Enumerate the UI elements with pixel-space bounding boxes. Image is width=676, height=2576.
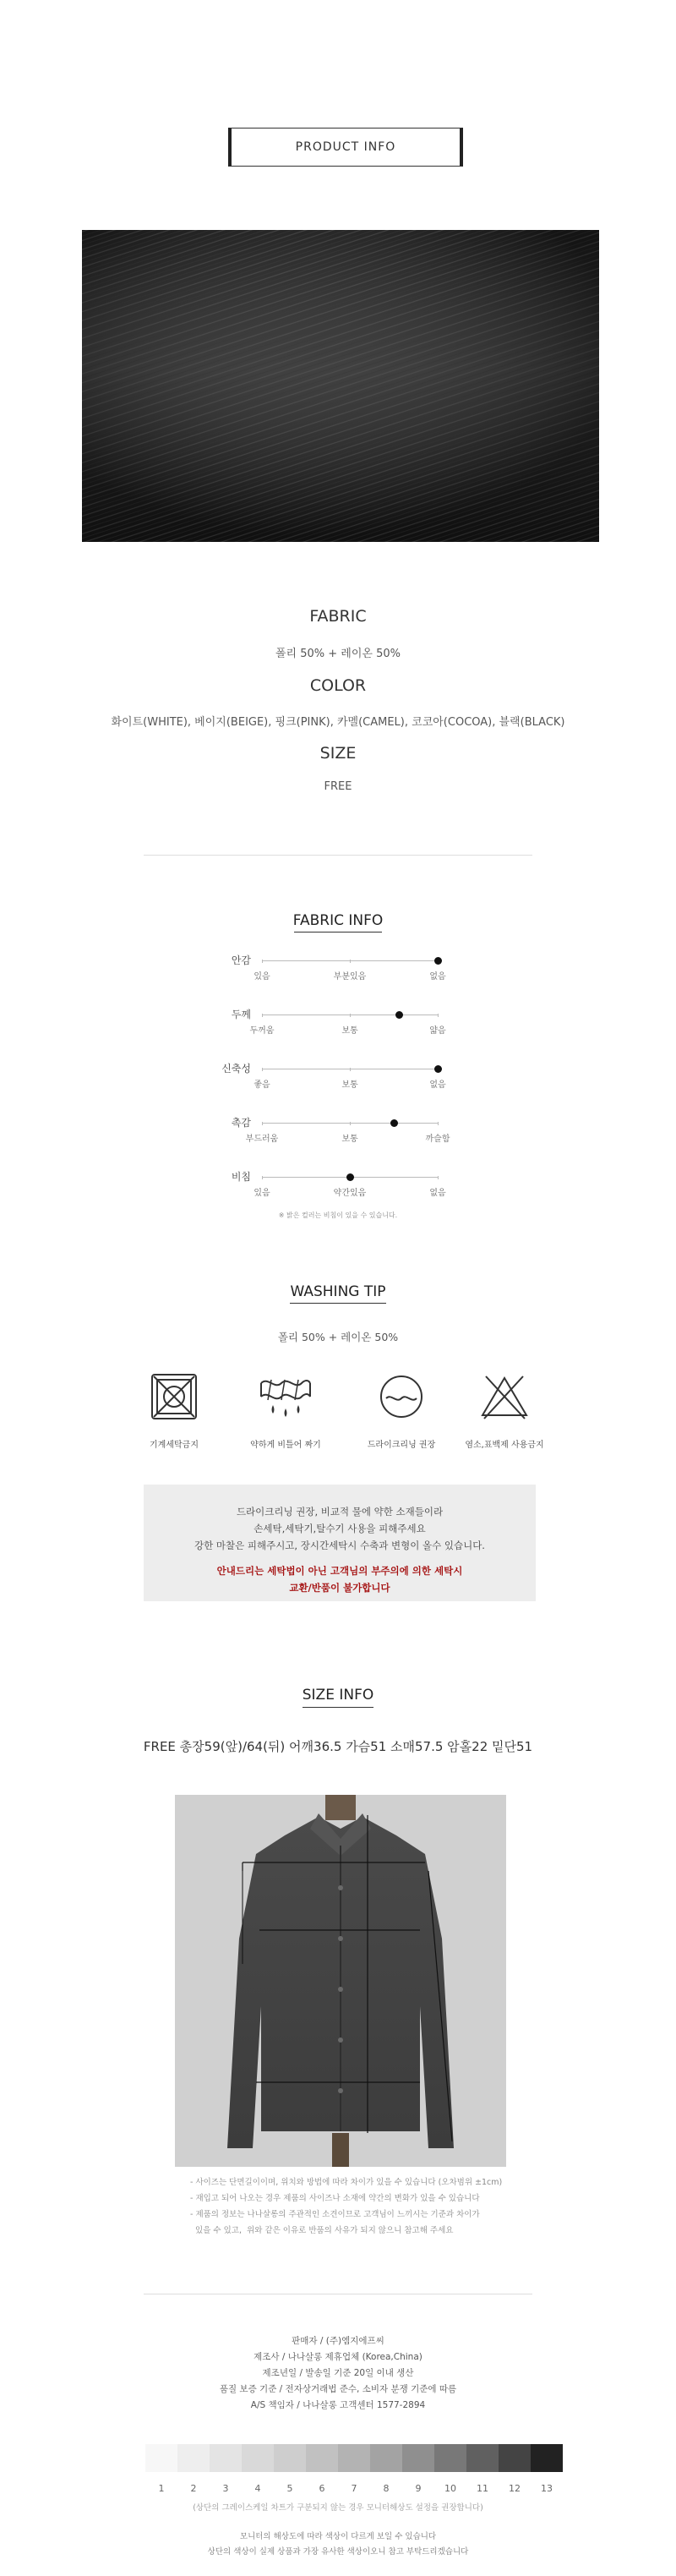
maker-line: 품질 보증 기준 / 전자상거래법 준수, 소비자 분쟁 기준에 따름 [219, 2384, 457, 2394]
footer-line: 상단의 색상이 실제 상품과 가장 유사한 색상이오니 참고 부탁드리겠습니다 [207, 2547, 469, 2557]
fabric-info-option: 부드러움 [245, 1135, 279, 1144]
grayscale-number: 1 [158, 2483, 165, 2494]
fabric-info-title: FABRIC INFO [292, 912, 384, 929]
grayscale-swatch [177, 2444, 210, 2472]
title-underline [303, 1707, 373, 1708]
grayscale-number: 3 [222, 2483, 229, 2494]
fabric-info-option: 까슬함 [425, 1135, 450, 1144]
washing-notice-box [144, 1485, 536, 1601]
scale-tick [350, 1014, 351, 1017]
fabric-info-marker [395, 1011, 403, 1019]
size-note: - 제품의 정보는 나나살롱의 주관적인 소견이므로 고객님이 느끼시는 기준과 차이가 [190, 2210, 480, 2219]
size-note: 있을 수 있고, 위와 같은 이유로 반품의 사유가 되지 않으니 참고해 주세요 [190, 2226, 454, 2235]
fabric-info-option: 보통 [341, 1135, 358, 1144]
fabric-value: 폴리 50% + 레이온 50% [275, 648, 401, 660]
grayscale-swatch [274, 2444, 306, 2472]
grayscale-swatch [338, 2444, 370, 2472]
fabric-info-footnote: ※ 밝은 컬러는 비침이 있을 수 있습니다. [278, 1211, 398, 1219]
grayscale-swatch [145, 2444, 177, 2472]
scale-tick [262, 1176, 263, 1179]
color-title: COLOR [309, 676, 367, 695]
grayscale-swatch [370, 2444, 402, 2472]
wash-label: 염소,표백제 사용금지 [465, 1441, 544, 1450]
size-info-title: SIZE INFO [302, 1687, 374, 1704]
fabric-info-label: 촉감 [231, 1117, 251, 1129]
fabric-info-option: 없음 [429, 1080, 446, 1090]
grayscale-number: 10 [444, 2483, 456, 2494]
scale-tick [262, 1068, 263, 1071]
grayscale-number: 2 [190, 2483, 197, 2494]
size-value: FREE [324, 780, 352, 793]
product-info-header [228, 128, 463, 167]
fabric-info-option: 있음 [254, 972, 270, 982]
fabric-info-scale [262, 960, 438, 961]
fabric-info-option: 보통 [341, 1080, 358, 1090]
size-note: - 사이즈는 단면길이이며, 위치와 방법에 따라 차이가 있을 수 있습니다 (오차범위 ±1cm) [190, 2178, 503, 2187]
shirt-measurement-image [175, 1795, 506, 2167]
notice-warning-line: 교환/반품이 불가합니다 [289, 1582, 390, 1594]
scale-tick [350, 1068, 351, 1071]
grayscale-number: 12 [509, 2483, 521, 2494]
scale-tick [438, 1014, 439, 1017]
grayscale-number: 6 [319, 2483, 325, 2494]
grayscale-number: 5 [286, 2483, 293, 2494]
dry-clean-icon [376, 1371, 427, 1422]
product-info-label: PRODUCT INFO [295, 140, 396, 154]
fabric-info-marker [434, 957, 442, 965]
notice-line: 강한 마찰은 피해주시고, 장시간세탁시 수축과 변형이 올수 있습니다. [194, 1540, 485, 1551]
footer-line: 모니터의 해상도에 따라 색상이 다르게 보일 수 있습니다 [239, 2532, 437, 2541]
fabric-info-option: 보통 [341, 1026, 358, 1036]
scale-tick [438, 1122, 439, 1125]
fabric-info-marker [346, 1173, 354, 1181]
grayscale-swatch [434, 2444, 466, 2472]
grayscale-swatch [402, 2444, 434, 2472]
fabric-info-marker [434, 1065, 442, 1073]
divider [144, 855, 532, 856]
wash-label: 드라이크리닝 권장 [367, 1441, 436, 1450]
scale-tick [350, 1122, 351, 1125]
maker-line: 제조사 / 나나살롱 제휴업체 (Korea,China) [254, 2352, 422, 2362]
fabric-info-option: 없음 [429, 1189, 446, 1198]
notice-line: 손세탁,세탁기,탈수기 사용을 피해주세요 [254, 1523, 426, 1534]
washing-fabric-value: 폴리 50% + 레이온 50% [277, 1331, 399, 1343]
size-note: - 재입고 되어 나오는 경우 제품의 사이즈나 소재에 약간의 변화가 있을 수 있습니다 [190, 2194, 480, 2203]
grayscale-number: 13 [541, 2483, 553, 2494]
title-underline [290, 1303, 386, 1304]
size-title: SIZE [319, 744, 357, 763]
size-measurements: FREE 총장59(앞)/64(뒤) 어깨36.5 가슴51 소매57.5 암홀22 밑단51 [143, 1739, 533, 1754]
notice-line: 드라이크리닝 권장, 비교적 물에 약한 소재들이라 [236, 1506, 444, 1518]
color-value: 화이트(WHITE), 베이지(BEIGE), 핑크(PINK), 카멜(CAMEL), 코코아(COCOA), 블랙(BLACK) [111, 716, 565, 729]
title-underline [294, 932, 382, 933]
grayscale-number: 11 [477, 2483, 488, 2494]
washing-tip-title: WASHING TIP [290, 1283, 386, 1300]
grayscale-swatch [499, 2444, 531, 2472]
scale-tick [262, 1122, 263, 1125]
no-machine-wash-icon [149, 1371, 199, 1422]
maker-line: 제조년일 / 발송일 기준 20일 이내 생산 [262, 2368, 414, 2378]
wash-label: 기계세탁금지 [150, 1441, 199, 1450]
grayscale-swatch [210, 2444, 242, 2472]
grayscale-caption: (상단의 그레이스케일 차트가 구분되지 않는 경우 모니터해상도 설정을 권장합니다) [193, 2503, 483, 2513]
maker-line: 판매자 / (주)엠지에프씨 [292, 2336, 384, 2346]
fabric-title: FABRIC [309, 607, 367, 626]
fabric-closeup-image [82, 230, 599, 542]
grayscale-swatch [306, 2444, 338, 2472]
grayscale-number: 7 [351, 2483, 357, 2494]
fabric-info-label: 신축성 [221, 1063, 251, 1075]
maker-line: A/S 책임자 / 나나살롱 고객센터 1577-2894 [250, 2400, 426, 2410]
no-bleach-icon [479, 1371, 530, 1422]
fabric-info-label: 두께 [231, 1009, 251, 1020]
fabric-info-option: 약간있음 [333, 1189, 367, 1198]
scale-tick [262, 1014, 263, 1017]
scale-tick [262, 960, 263, 963]
scale-tick [438, 1176, 439, 1179]
fabric-info-option: 부분있음 [333, 972, 367, 982]
scale-tick [350, 960, 351, 963]
fabric-info-option: 두꺼움 [249, 1026, 275, 1036]
grayscale-swatch [531, 2444, 563, 2472]
shirt-graphic [175, 1795, 506, 2167]
grayscale-swatch [242, 2444, 274, 2472]
fabric-info-marker [390, 1119, 398, 1127]
wash-label: 약하게 비틀어 짜기 [250, 1441, 321, 1450]
no-wring-icon [256, 1371, 315, 1422]
grayscale-swatch [466, 2444, 499, 2472]
fabric-info-option: 얇음 [429, 1026, 446, 1036]
fabric-info-option: 좋음 [254, 1080, 270, 1090]
grayscale-number: 9 [415, 2483, 422, 2494]
fabric-info-option: 있음 [254, 1189, 270, 1198]
fabric-info-label: 비침 [231, 1171, 251, 1183]
fabric-info-scale [262, 1177, 438, 1178]
fabric-texture-graphic [82, 230, 599, 542]
grayscale-number: 8 [383, 2483, 390, 2494]
fabric-info-label: 안감 [231, 954, 251, 966]
fabric-info-scale [262, 1123, 438, 1124]
fabric-info-option: 없음 [429, 972, 446, 982]
grayscale-number: 4 [254, 2483, 261, 2494]
notice-warning-line: 안내드리는 세탁법이 아닌 고객님의 부주의에 의한 세탁시 [216, 1565, 463, 1577]
